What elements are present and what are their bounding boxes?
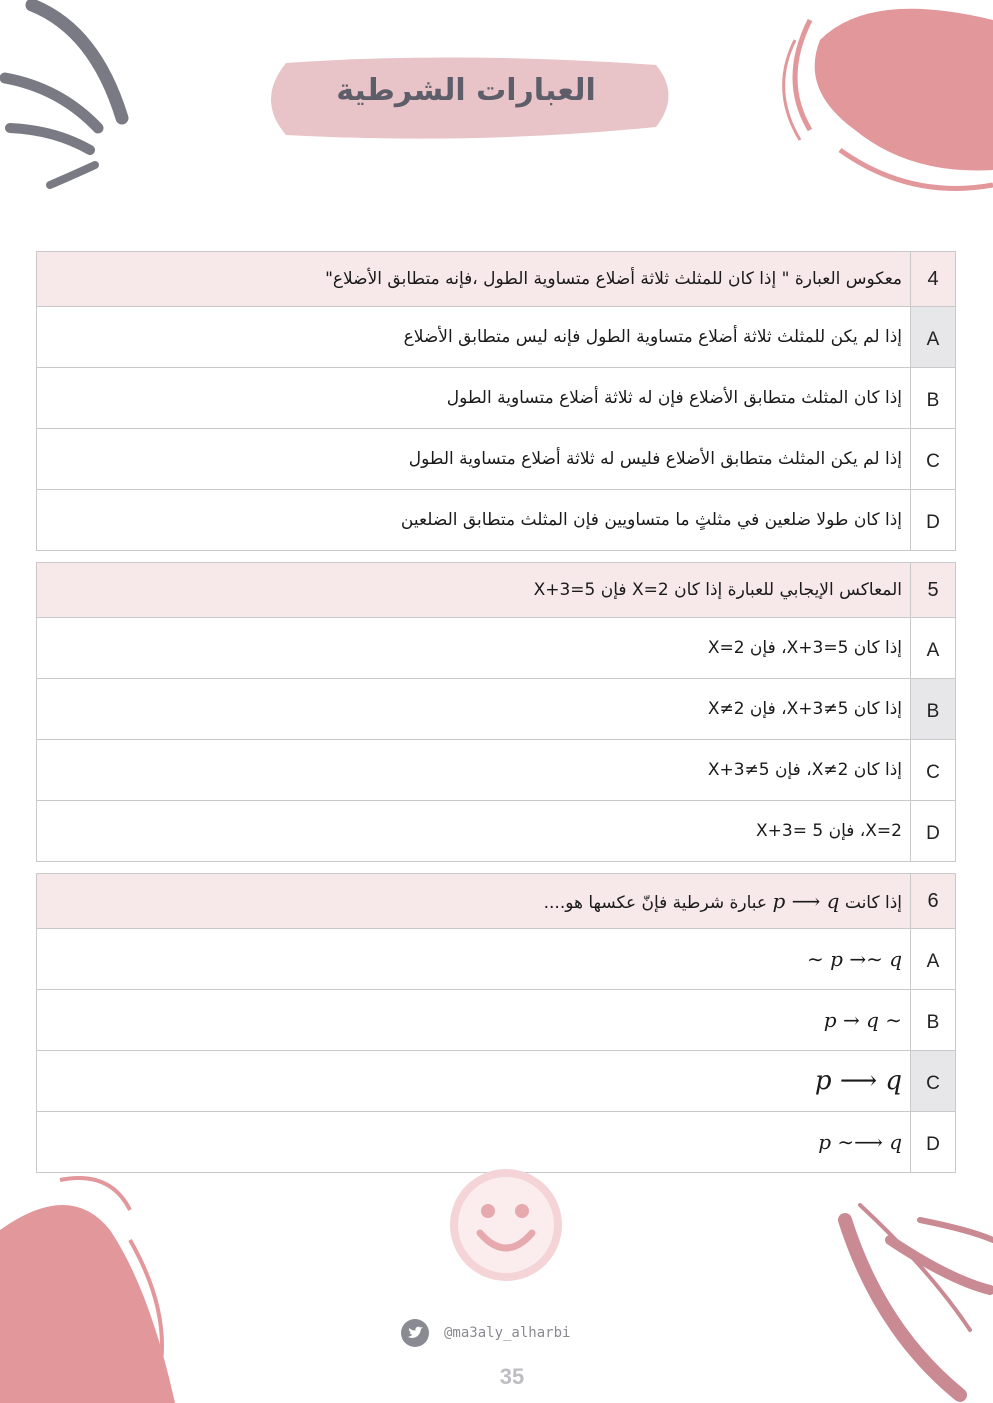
option-math[interactable]: p → q ∼ [823,1008,902,1032]
option-letter[interactable]: A [911,618,956,679]
option-row [37,1112,956,1173]
question-number: 5 [911,563,956,618]
smiley-logo-icon [446,1165,566,1285]
option-row [37,618,956,679]
footer-social [400,1318,570,1348]
question-number: 6 [911,874,956,929]
question-row [37,874,956,929]
option-letter[interactable]: D [911,801,956,862]
option-text[interactable] [37,990,911,1051]
top-right-pink-blob [770,0,993,200]
question-text: المعاكس الإيجابي للعبارة إذا كان X=2 فإن X+3=5 [37,563,911,618]
option-text[interactable] [37,1051,911,1112]
option-math[interactable]: ∼ p →∼ q [807,947,902,971]
option-row [37,490,956,551]
question-row [37,252,956,307]
question-4-table [36,251,956,551]
question-text [37,874,911,929]
option-row [37,929,956,990]
question-text-after: عبارة شرطية فإنّ عكسها هو.... [543,893,768,913]
question-text-before: إذا كانت [844,893,902,913]
option-text[interactable] [37,1112,911,1173]
option-letter[interactable]: A [911,307,956,368]
twitter-handle: @ma3aly_alharbi [444,1325,571,1341]
option-row [37,429,956,490]
option-letter[interactable]: B [911,990,956,1051]
option-text[interactable]: إذا كان X+3=5، فإن X=2 [37,618,911,679]
option-row [37,990,956,1051]
option-math[interactable]: p ∼⟶ q [818,1130,902,1154]
question-text: معكوس العبارة " إذا كان للمثلث ثلاثة أضلاع متساوية الطول ،فإنه متطابق الأضلاع" [37,252,911,307]
option-text[interactable]: إذا لم يكن المثلث متطابق الأضلاع فليس له ثلاثة أضلاع متساوية الطول [37,429,911,490]
question-6-table [36,873,956,1173]
option-row [37,679,956,740]
option-text[interactable]: إذا لم يكن للمثلث ثلاثة أضلاع متساوية الطول فإنه ليس متطابق الأضلاع [37,307,911,368]
question-5-table [36,562,956,862]
question-math: p ⟶ q [772,889,840,913]
option-letter[interactable]: C [911,1051,956,1112]
twitter-icon [400,1318,430,1348]
option-row [37,1051,956,1112]
question-row [37,563,956,618]
question-number: 4 [911,252,956,307]
option-row [37,307,956,368]
option-text[interactable]: إذا كان X+3≠5، فإن X≠2 [37,679,911,740]
option-row [37,801,956,862]
bottom-left-pink-blob [0,1170,200,1403]
option-text[interactable]: إذا كان المثلث متطابق الأضلاع فإن له ثلاثة أضلاع متساوية الطول [37,368,911,429]
option-letter[interactable]: C [911,740,956,801]
option-math[interactable]: p ⟶ q [814,1066,902,1096]
bottom-right-strokes-decoration [820,1200,993,1403]
top-left-strokes-decoration [0,0,150,200]
option-letter[interactable]: B [911,679,956,740]
option-text[interactable]: X=2، فإن X+3= 5 [37,801,911,862]
page-title: العبارات الشرطية [336,72,596,108]
option-text[interactable]: إذا كان طولا ضلعين في مثلثٍ ما متساويين فإن المثلث متطابق الضلعين [37,490,911,551]
option-letter[interactable]: D [911,1112,956,1173]
option-row [37,740,956,801]
option-letter[interactable]: D [911,490,956,551]
option-letter[interactable]: A [911,929,956,990]
option-row [37,368,956,429]
option-letter[interactable]: C [911,429,956,490]
page-number: 35 [499,1364,525,1389]
option-text[interactable]: إذا كان X≠2، فإن X+3≠5 [37,740,911,801]
option-text[interactable] [37,929,911,990]
option-letter[interactable]: B [911,368,956,429]
